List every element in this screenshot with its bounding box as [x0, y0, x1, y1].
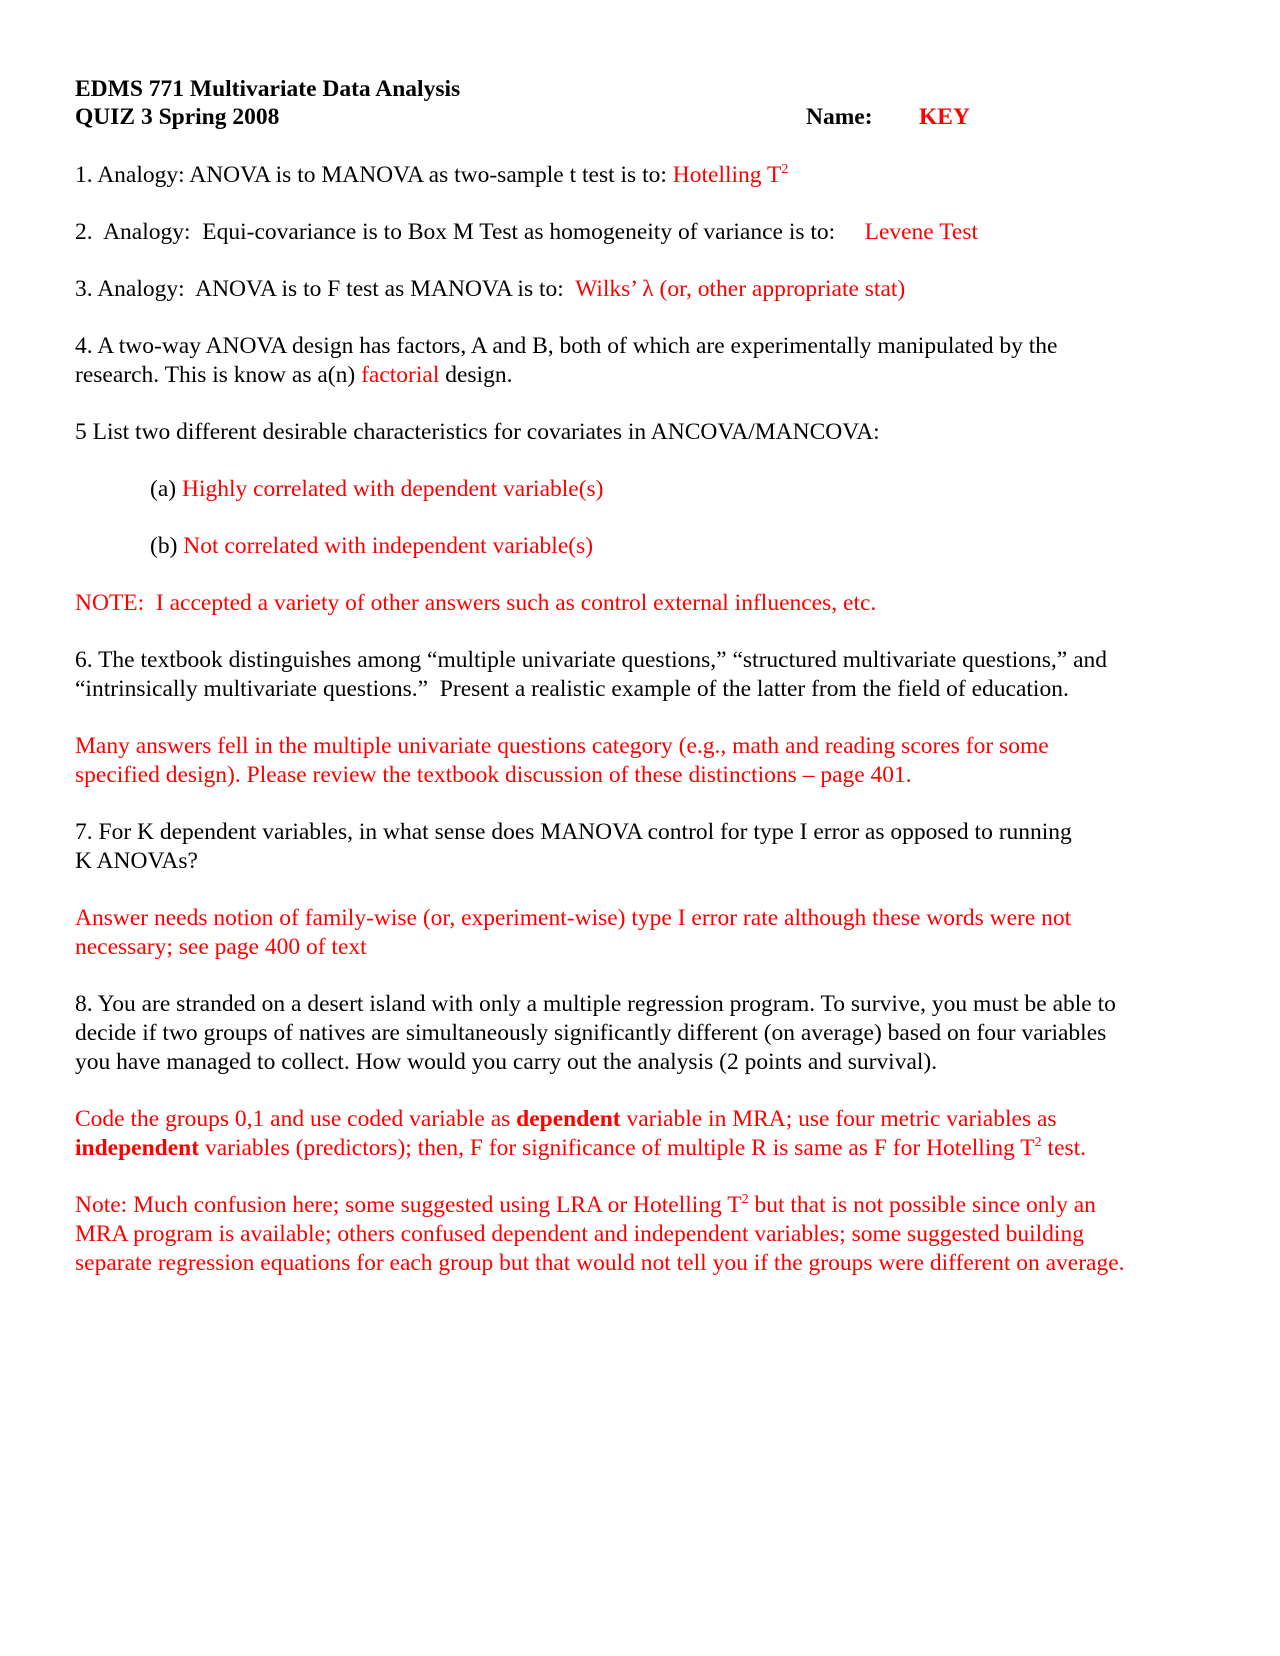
item-b-label: (b)	[150, 533, 184, 559]
question-1-answer-superscript: 2	[781, 162, 789, 177]
note-1-superscript: 2	[741, 1192, 749, 1207]
question-7-line-2: K ANOVAs?	[75, 848, 198, 874]
question-8-line-3: you have managed to collect. How would you carry out the analysis (2 points and survival).	[75, 1049, 938, 1075]
question-3-answer: Wilks’ λ (or, other appropriate stat)	[575, 276, 906, 302]
question-1	[75, 161, 788, 190]
question-7-line-1: 7. For K dependent variables, in what sense does MANOVA control for type I error as opposed to running	[75, 819, 1072, 845]
question-3-prompt: 3. Analogy: ANOVA is to F test as MANOVA is to:	[75, 276, 576, 302]
question-7-answer-line-2: necessary; see page 400 of text	[75, 934, 367, 960]
question-6-answer-line-1: Many answers fell in the multiple univariate questions category (e.g., math and reading scores for some	[75, 733, 1049, 759]
question-7-answer-line-1: Answer needs notion of family-wise (or, experiment-wise) type I error rate although these words were not	[75, 905, 1072, 931]
question-6-line-1: 6. The textbook distinguishes among “multiple univariate questions,” “structured multivariate questions,” and	[75, 647, 1108, 673]
question-1-prompt: 1. Analogy: ANOVA is to MANOVA as two-sample t test is to:	[75, 162, 673, 188]
question-4-line-1: 4. A two-way ANOVA design has factors, A and B, both of which are experimentally manipulated by the	[75, 333, 1058, 359]
question-1-answer-text: Hotelling T	[672, 162, 782, 188]
answer-1-prefix: Code the groups 0,1 and use coded variable as	[75, 1106, 517, 1132]
question-1-answer	[673, 162, 789, 188]
note-1-suffix: but that is not possible since only an	[748, 1192, 1096, 1218]
answer-2-end: test.	[1041, 1135, 1087, 1161]
question-8-note-line-3: separate regression equations for each group but that would not tell you if the groups were different on average.	[75, 1250, 1125, 1276]
question-3	[75, 275, 905, 304]
question-6-answer-line-2: specified design). Please review the textbook discussion of these distinctions – page 401.	[75, 762, 912, 788]
question-2-answer: Levene Test	[864, 219, 979, 245]
question-5-note: NOTE: I accepted a variety of other answers such as control external influences, etc.	[75, 590, 877, 616]
question-8-answer-line-2	[75, 1134, 1086, 1163]
item-a-label: (a)	[150, 476, 182, 502]
question-4-prefix: research. This is know as a(n)	[75, 362, 362, 388]
question-6-line-2: “intrinsically multivariate questions.” Present a realistic example of the latter from the field of education.	[75, 676, 1069, 702]
question-4-suffix: design.	[439, 362, 513, 388]
question-2-prompt: 2. Analogy: Equi-covariance is to Box M Test as homogeneity of variance is to:	[75, 219, 865, 245]
item-a-answer: Highly correlated with dependent variable(s)	[181, 476, 604, 502]
answer-2-text: variables (predictors); then, F for significance of multiple R is same as F for Hotelling T	[199, 1135, 1035, 1161]
answer-2-superscript: 2	[1034, 1135, 1042, 1150]
quiz-title: QUIZ 3 Spring 2008	[75, 104, 280, 130]
question-8-line-2: decide if two groups of natives are simultaneously significantly different (on average) based on four variables	[75, 1020, 1107, 1046]
question-5-item-a	[150, 475, 604, 504]
note-1-prefix: Note: Much confusion here; some suggested using LRA or Hotelling T	[75, 1192, 742, 1218]
question-8-note-line-2: MRA program is available; others confused dependent and independent variables; some suggested building	[75, 1221, 1084, 1247]
question-2	[75, 218, 978, 247]
course-title: EDMS 771 Multivariate Data Analysis	[75, 76, 461, 102]
answer-1-bold-dependent: dependent	[516, 1106, 621, 1132]
answer-2-bold-independent: independent	[75, 1135, 200, 1161]
question-8-note-line-1	[75, 1191, 1096, 1220]
question-4-line-2	[75, 361, 512, 390]
question-8-line-1: 8. You are stranded on a desert island with only a multiple regression program. To survive, you must be able to	[75, 991, 1116, 1017]
name-label: Name:	[806, 104, 873, 130]
item-b-answer: Not correlated with independent variable(s)	[183, 533, 594, 559]
answer-1-suffix: variable in MRA; use four metric variables as	[620, 1106, 1057, 1132]
question-5-prompt: 5 List two different desirable characteristics for covariates in ANCOVA/MANCOVA:	[75, 419, 880, 445]
name-value: KEY	[919, 104, 970, 130]
question-5-item-b	[150, 532, 593, 561]
question-8-answer-line-1	[75, 1105, 1057, 1134]
question-4-answer: factorial	[361, 362, 440, 388]
